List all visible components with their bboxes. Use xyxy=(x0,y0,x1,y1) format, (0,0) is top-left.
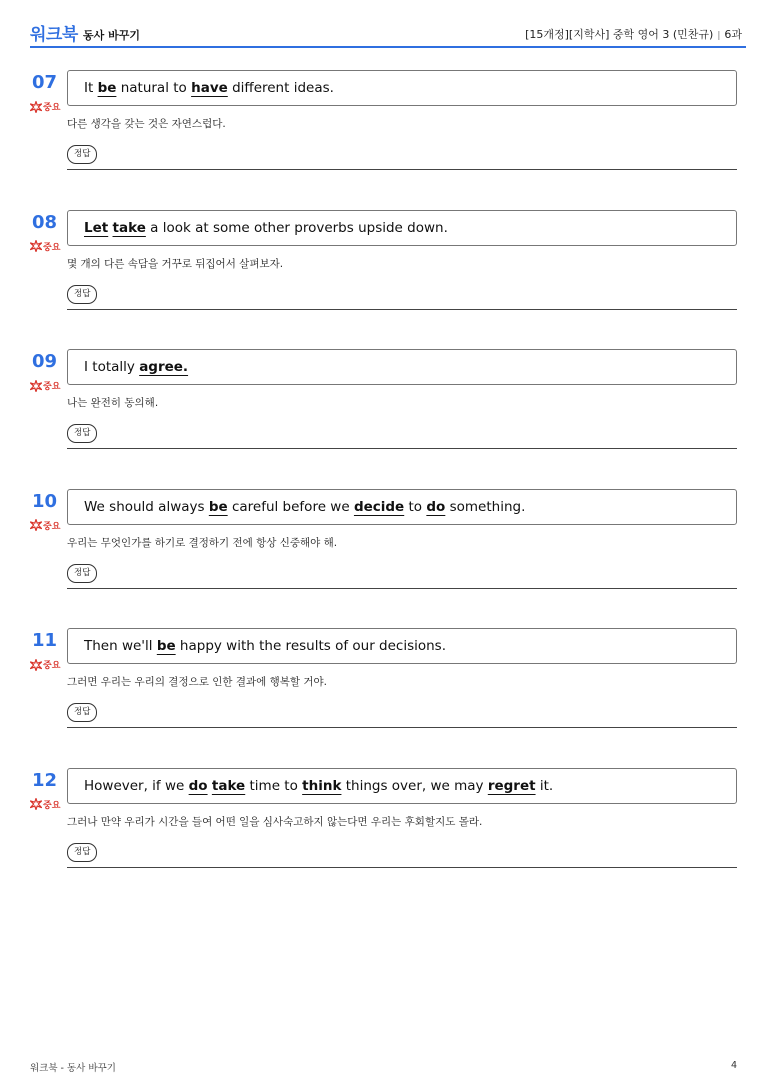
sentence-box xyxy=(67,210,737,246)
answer-button[interactable]: 정답 xyxy=(67,424,97,443)
target-verb: Let xyxy=(84,219,109,236)
star-burst-icon xyxy=(30,101,42,113)
target-verb: take xyxy=(112,219,146,236)
target-verb: have xyxy=(191,80,228,96)
question-item xyxy=(0,210,768,320)
divider xyxy=(67,588,737,589)
sentence-text: careful before we xyxy=(227,498,354,515)
important-tag-label: 중요 xyxy=(43,521,61,532)
korean-translation: 그러면 우리는 우리의 결정으로 인한 결과에 행복할 거야. xyxy=(67,676,327,688)
answer-button[interactable]: 정답 xyxy=(67,703,97,722)
target-verb: regret xyxy=(487,777,536,794)
question-item xyxy=(0,70,768,180)
important-tag-label: 중요 xyxy=(43,382,61,392)
question-number: 12 xyxy=(32,769,58,791)
sentence-box xyxy=(67,70,737,106)
page-number: 4 xyxy=(730,1060,737,1071)
korean-translation: 나는 완전히 동의해. xyxy=(67,397,159,409)
korean-translation: 몇 개의 다른 속담을 거꾸로 뒤집어서 살펴보자. xyxy=(67,257,284,270)
sentence-text: We should always xyxy=(84,498,209,515)
answer-button[interactable]: 정답 xyxy=(67,843,97,862)
korean-translation: 그러나 만약 우리가 시간을 들여 어떤 일을 심사숙고하지 않는다면 우리는 후회할지도 몰라. xyxy=(67,815,483,828)
sentence-text: different ideas. xyxy=(227,80,334,96)
sentence-text: it. xyxy=(535,777,554,794)
question-number: 11 xyxy=(32,630,58,651)
important-tag xyxy=(30,519,60,532)
sentence-box xyxy=(67,349,737,385)
star-burst-icon xyxy=(30,659,42,671)
lesson-label: 6과 xyxy=(724,28,742,41)
question-item xyxy=(0,489,768,599)
sentence-text: natural to xyxy=(116,80,192,96)
important-tag xyxy=(30,798,60,811)
divider xyxy=(67,448,737,449)
target-verb: do xyxy=(426,498,446,515)
important-tag-label: 중요 xyxy=(43,661,61,671)
star-burst-icon xyxy=(30,798,42,810)
sentence-text: to xyxy=(404,498,427,515)
sentence-text: happy with the results of our decisions. xyxy=(175,638,447,654)
target-verb: think xyxy=(302,777,342,794)
important-tag xyxy=(30,379,60,392)
question-item xyxy=(0,628,768,738)
target-verb: take xyxy=(211,777,246,794)
divider xyxy=(67,309,737,310)
question-number: 08 xyxy=(32,211,58,233)
sentence-text: things over, we may xyxy=(341,777,488,794)
target-verb: do xyxy=(188,777,208,794)
target-verb: decide xyxy=(353,498,405,515)
sentence-text: Then we'll xyxy=(84,638,157,654)
korean-translation: 우리는 무엇인가를 하기로 결정하기 전에 항상 신중해야 해. xyxy=(67,536,338,549)
sentence-box xyxy=(67,489,737,525)
sentence-box xyxy=(67,768,737,804)
important-tag xyxy=(30,658,60,671)
important-tag xyxy=(30,240,60,253)
divider xyxy=(67,169,737,170)
sentence-text: However, if we xyxy=(84,777,189,794)
question-number: 10 xyxy=(32,490,58,512)
question-item xyxy=(0,349,768,459)
target-verb: agree. xyxy=(139,359,189,375)
target-verb: be xyxy=(97,80,117,96)
book-info xyxy=(525,26,742,42)
answer-button[interactable]: 정답 xyxy=(67,285,97,304)
sentence-text: It xyxy=(84,80,98,96)
divider xyxy=(67,867,737,868)
target-verb: be xyxy=(156,638,176,654)
sentence-text: time to xyxy=(245,777,303,794)
answer-button[interactable]: 정답 xyxy=(67,564,97,583)
important-tag-label: 중요 xyxy=(43,242,61,253)
page-header xyxy=(30,0,746,48)
star-burst-icon xyxy=(30,240,42,252)
target-verb: be xyxy=(208,498,228,515)
divider xyxy=(67,727,737,728)
question-number: 07 xyxy=(32,72,58,93)
answer-button[interactable]: 정답 xyxy=(67,145,97,164)
important-tag-label: 중요 xyxy=(43,800,61,811)
sentence-text: I totally xyxy=(84,359,140,375)
sentence-text: a look at some other proverbs upside down. xyxy=(145,219,448,236)
footer-title: 워크북 - 동사 바꾸기 xyxy=(30,1063,116,1074)
header-separator: | xyxy=(717,31,721,41)
sentence-box xyxy=(67,628,737,664)
question-number: 09 xyxy=(32,351,58,372)
sentence-text: something. xyxy=(445,498,526,515)
brand-title: 워크북 xyxy=(30,25,78,45)
question-item xyxy=(0,768,768,878)
section-subtitle: 동사 바꾸기 xyxy=(83,29,140,42)
star-burst-icon xyxy=(30,519,42,531)
important-tag-label: 중요 xyxy=(43,103,61,113)
star-burst-icon xyxy=(30,380,42,392)
important-tag xyxy=(30,100,60,113)
book-title: [15개정][지학사] 중학 영어 3 (민찬규) xyxy=(525,28,714,41)
korean-translation: 다른 생각을 갖는 것은 자연스럽다. xyxy=(67,118,226,130)
